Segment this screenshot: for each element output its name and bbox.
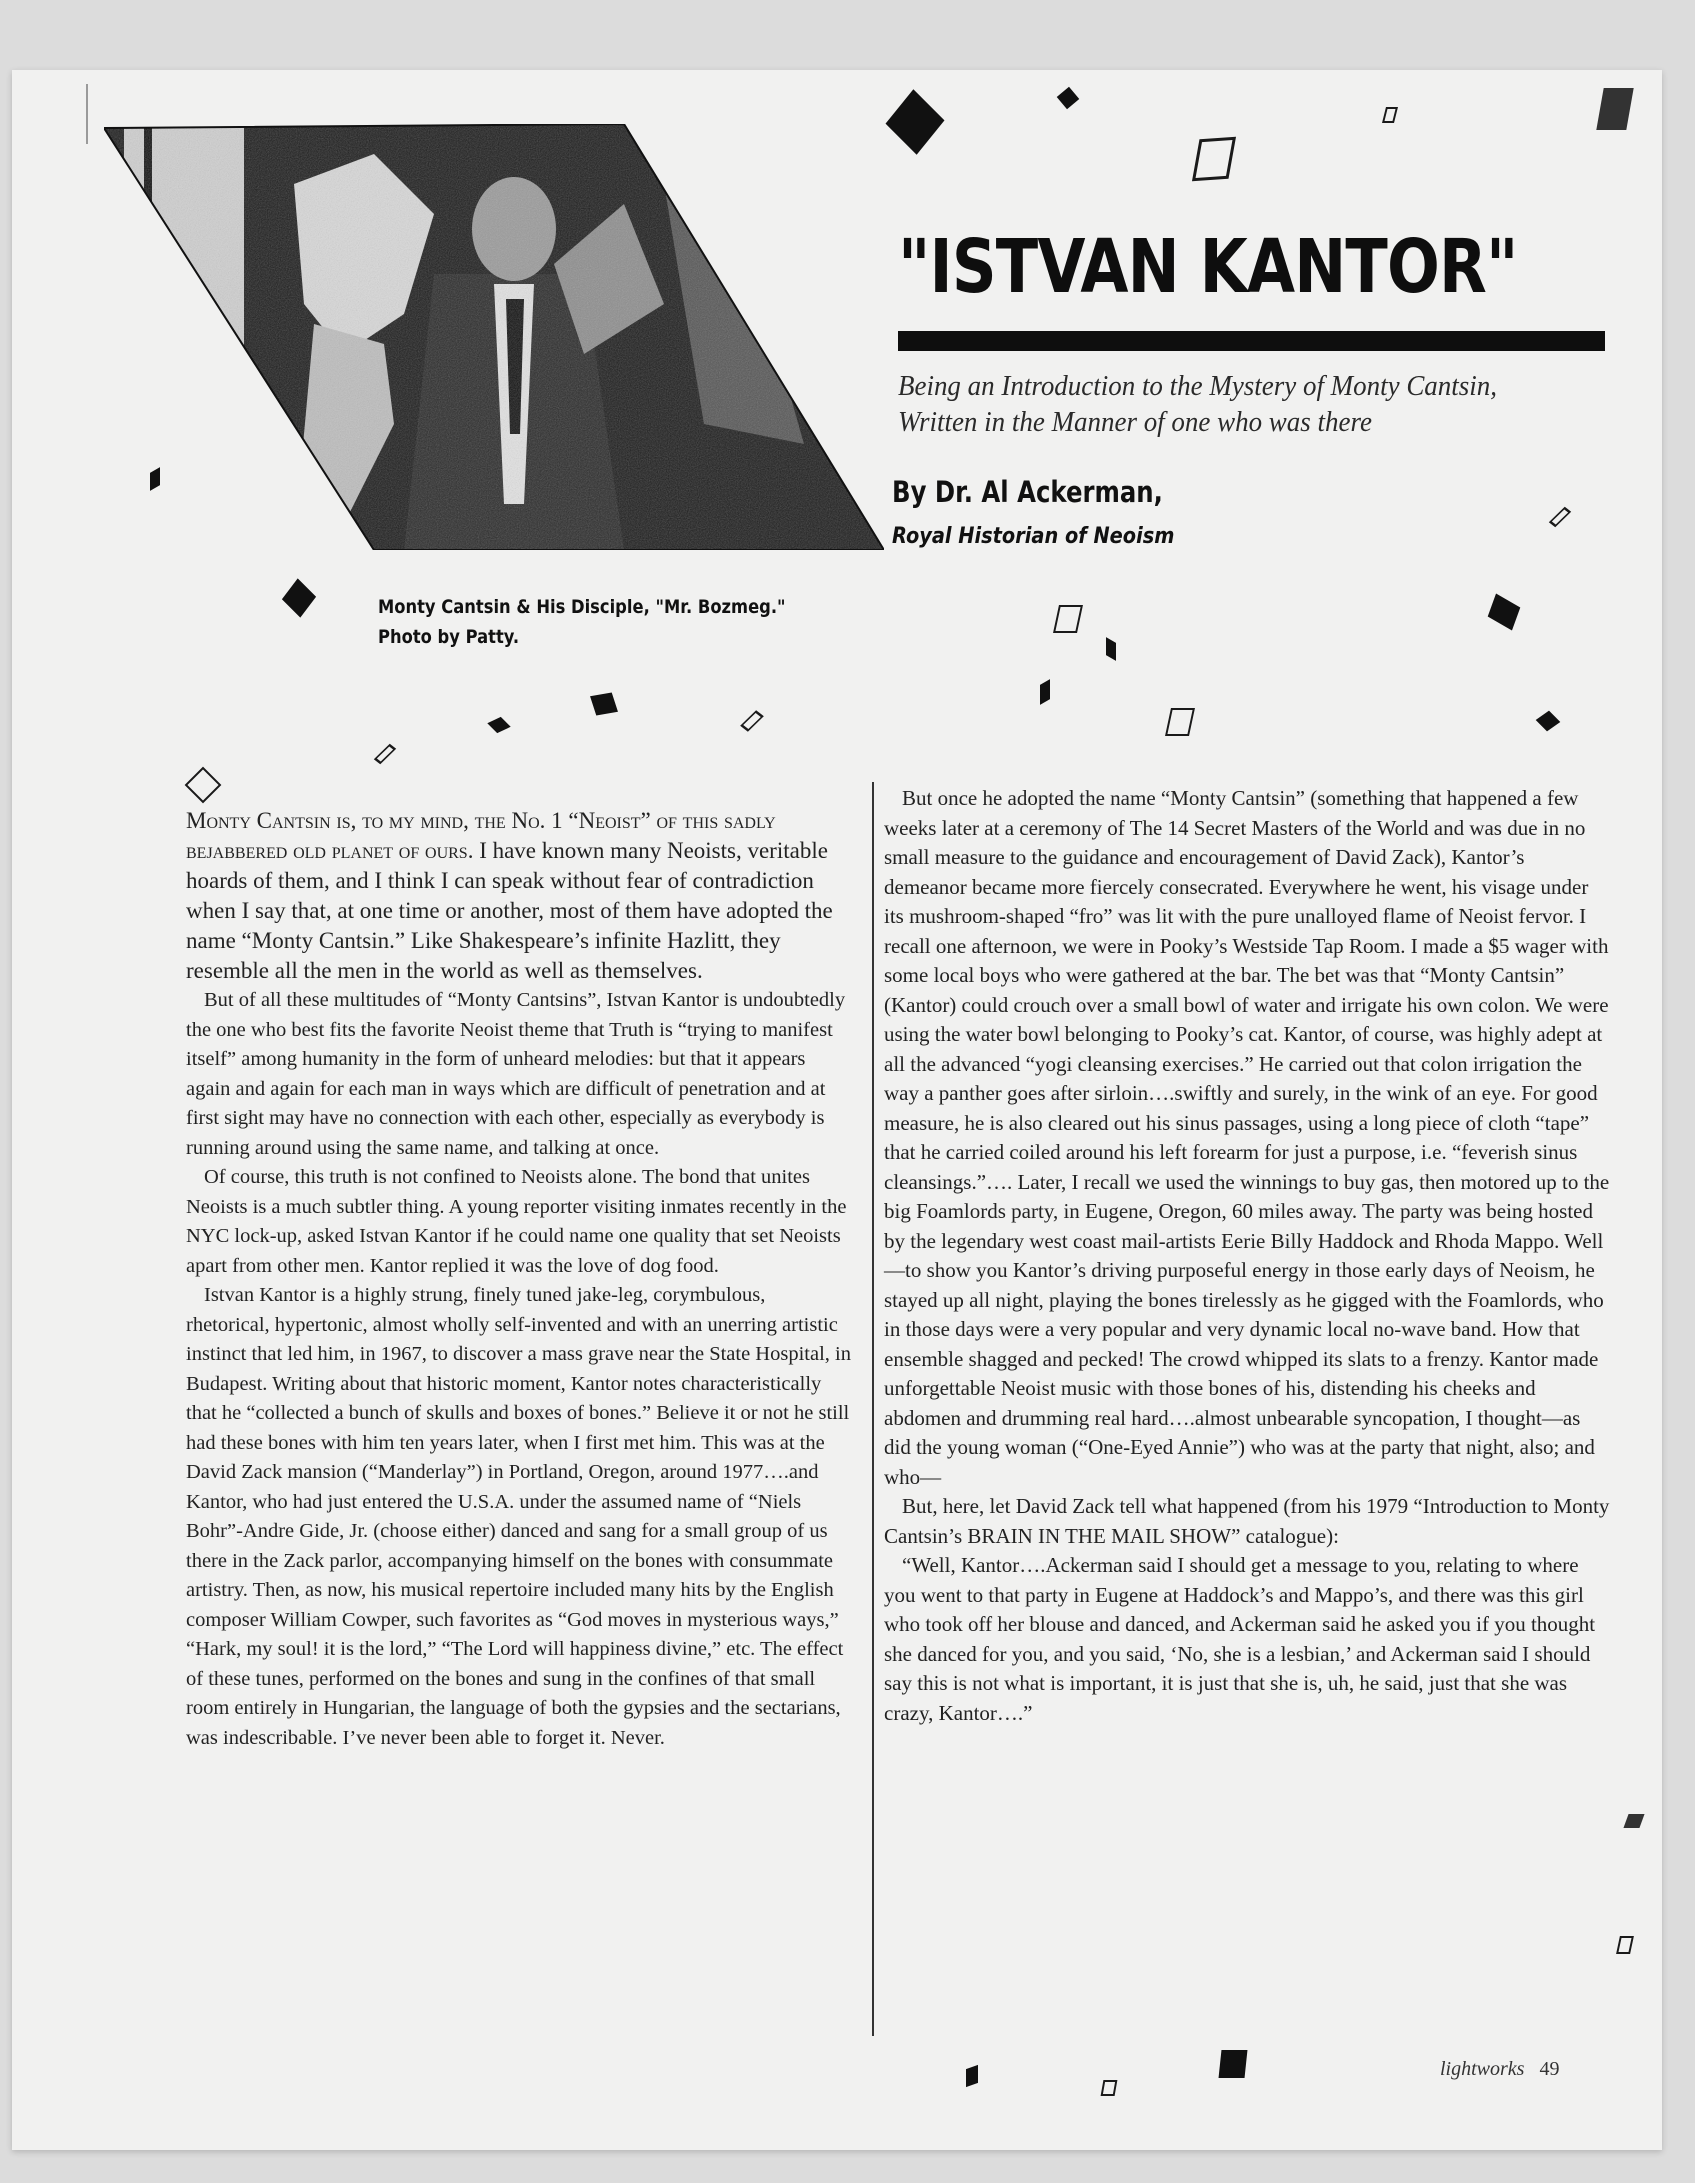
photo-credit: Photo by Patty. <box>378 626 520 648</box>
author-byline: By Dr. Al Ackerman, <box>892 475 1163 509</box>
lead-smallcaps-text: Monty Cantsin is, to my mind, the No. 1 “Neoist” of this sadly bejabbered old planet of ours. <box>186 808 776 863</box>
article-title: "ISTVAN KANTOR" <box>898 224 1518 310</box>
author-role: Royal Historian of Neoism <box>892 524 1175 549</box>
page-fold-line <box>86 84 88 144</box>
column-divider <box>872 782 874 2036</box>
page-folio <box>1440 2058 1559 2081</box>
photo-caption <box>378 592 786 652</box>
magazine-name: lightworks <box>1440 2058 1525 2080</box>
article-photo <box>104 124 884 550</box>
page-number: 49 <box>1539 2058 1560 2080</box>
caption-line: Monty Cantsin & His Disciple, "Mr. Bozmeg." <box>378 596 786 618</box>
body-paragraph: But of all these multitudes of “Monty Cantsins”, Istvan Kantor is undoubtedly the one who best fits the favorite Neoist theme that Truth is “trying to manifest itself” among humanity in the form of unheard melodies: but that it appears again and again for each man in ways which are difficult of penetration and at first sight may have no connection with each other, especially as everybody is running around using the same name, and talking at once. <box>186 989 846 1159</box>
lead-paragraph <box>186 806 854 986</box>
body-paragraph: But, here, let David Zack tell what happened (from his 1979 “Introduction to Monty Cantsin’s BRAIN IN THE MAIL SHOW” catalogue): <box>884 1494 1610 1548</box>
diamond-icon <box>1101 2080 1118 2096</box>
body-paragraph: “Well, Kantor….Ackerman said I should get a message to you, relating to where you went to that party in Eugene at Haddock’s and Mappo’s, and there was this girl who took off her blouse and danced, and Ackerman said he asked you if you thought she danced for you, and you said, ‘No, she is a lesbian,’ and Ackerman said I should say this is not what is important, it is just that she is, uh, he said, just that she was crazy, Kantor….” <box>884 1553 1596 1725</box>
article-column-right <box>884 784 1612 1728</box>
diamond-icon <box>1219 2050 1248 2078</box>
title-rule-divider <box>898 331 1605 351</box>
article-subtitle: Being an Introduction to the Mystery of Monty Cantsin, Written in the Manner of one who was there <box>898 370 1497 438</box>
body-paragraph: Of course, this truth is not confined to Neoists alone. The bond that unites Neoists is a much subtler thing. A young reporter visiting inmates recently in the NYC lock-up, asked Istvan Kantor if he could name one quality that set Neoists apart from other men. Kantor replied it was the love of dog food. <box>186 1166 847 1277</box>
article-column-left <box>186 806 854 1753</box>
body-paragraph: But once he adopted the name “Monty Cantsin” (something that happened a few weeks later at a ceremony of The 14 Secret Masters of the World and was due in no small measure to the guidance and encouragement of David Zack), Kantor’s demeanor became more fiercely consecrated. Everywhere he went, his visage under its mushroom-shaped “fro” was lit with the pure unalloyed flame of Neoist fervor. I recall one afternoon, we were in Pooky’s Westside Tap Room. I made a $5 wager with some local boys who were gathered at the bar. The bet was that “Monty Cantsin” (Kantor) could crouch over a small bowl of water and irrigate his own colon. We were using the water bowl belonging to Pooky’s cat. Kantor, of course, was highly adept at all the advanced “yogi cleansing exercises.” He carried out that colon irrigation the way a panther goes after sirloin….swiftly and surely, in the wink of an eye. For good measure, he is also cleared out his sinus passages, using a long piece of cloth “tape” that he carried coiled around his left forearm for just a purpose, i.e. “feverish sinus cleansings.”…. Later, I recall we used the winnings to buy gas, then motored up to the big Foamlords party, in Eugene, Oregon, 60 miles away. The party was being hosted by the legendary west coast mail-artists Eerie Billy Haddock and Rhoda Mappo. Well—to show you Kantor’s driving purposeful energy in those early days of Neoism, he stayed up all night, playing the bones tirelessly as he gigged with the Foamlords, who in those days were a very popular and very dynamic local no-wave band. How that ensemble shagged and pecked! The crowd whipped its slats to a frenzy. Kantor made unforgettable Neoist music with those bones of his, distending his cheeks and abdomen and drumming real hard….almost unbearable syncopation, I thought—as did the young woman (“One-Eyed Annie”) who was at the party that night, also; and who— <box>884 786 1610 1489</box>
lead-text: I have known many Neoists, veritable hoards of them, and I think I can speak without fear of contradiction when I say that, at one time or another, most of them have adopted the name “Monty Cantsin.” Like Shakespeare’s infinite Hazlitt, they resemble all the men in the world as well as themselves. <box>186 838 833 983</box>
body-paragraph: Istvan Kantor is a highly strung, finely tuned jake-leg, corymbulous, rhetorical, hypertonic, almost wholly self-invented and with an unerring artistic instinct that led him, in 1967, to discover a mass grave near the State Hospital, in Budapest. Writing about that historic moment, Kantor notes characteristically that he “collected a bunch of skulls and boxes of bones.” Believe it or not he still had these bones with him ten years later, when I first met him. This was at the David Zack mansion (“Manderlay”) in Portland, Oregon, around 1977….and Kantor, who had just entered the U.S.A. under the assumed name of “Niels Bohr”-Andre Gide, Jr. (choose either) danced and sang for a small group of us there in the Zack parlor, accompanying himself on the bones with consummate artistry. Then, as now, his musical repertoire included many hits by the English composer William Cowper, such favorites as “God moves in mysterious ways,” “Hark, my soul! it is the lord,” “The Lord will happiness divine,” etc. The effect of these tunes, performed on the bones and sung in the confines of that small room entirely in Hungarian, the language of both the gypsies and the sectarians, was indescribable. I’ve never been able to forget it. Never. <box>186 1284 851 1749</box>
